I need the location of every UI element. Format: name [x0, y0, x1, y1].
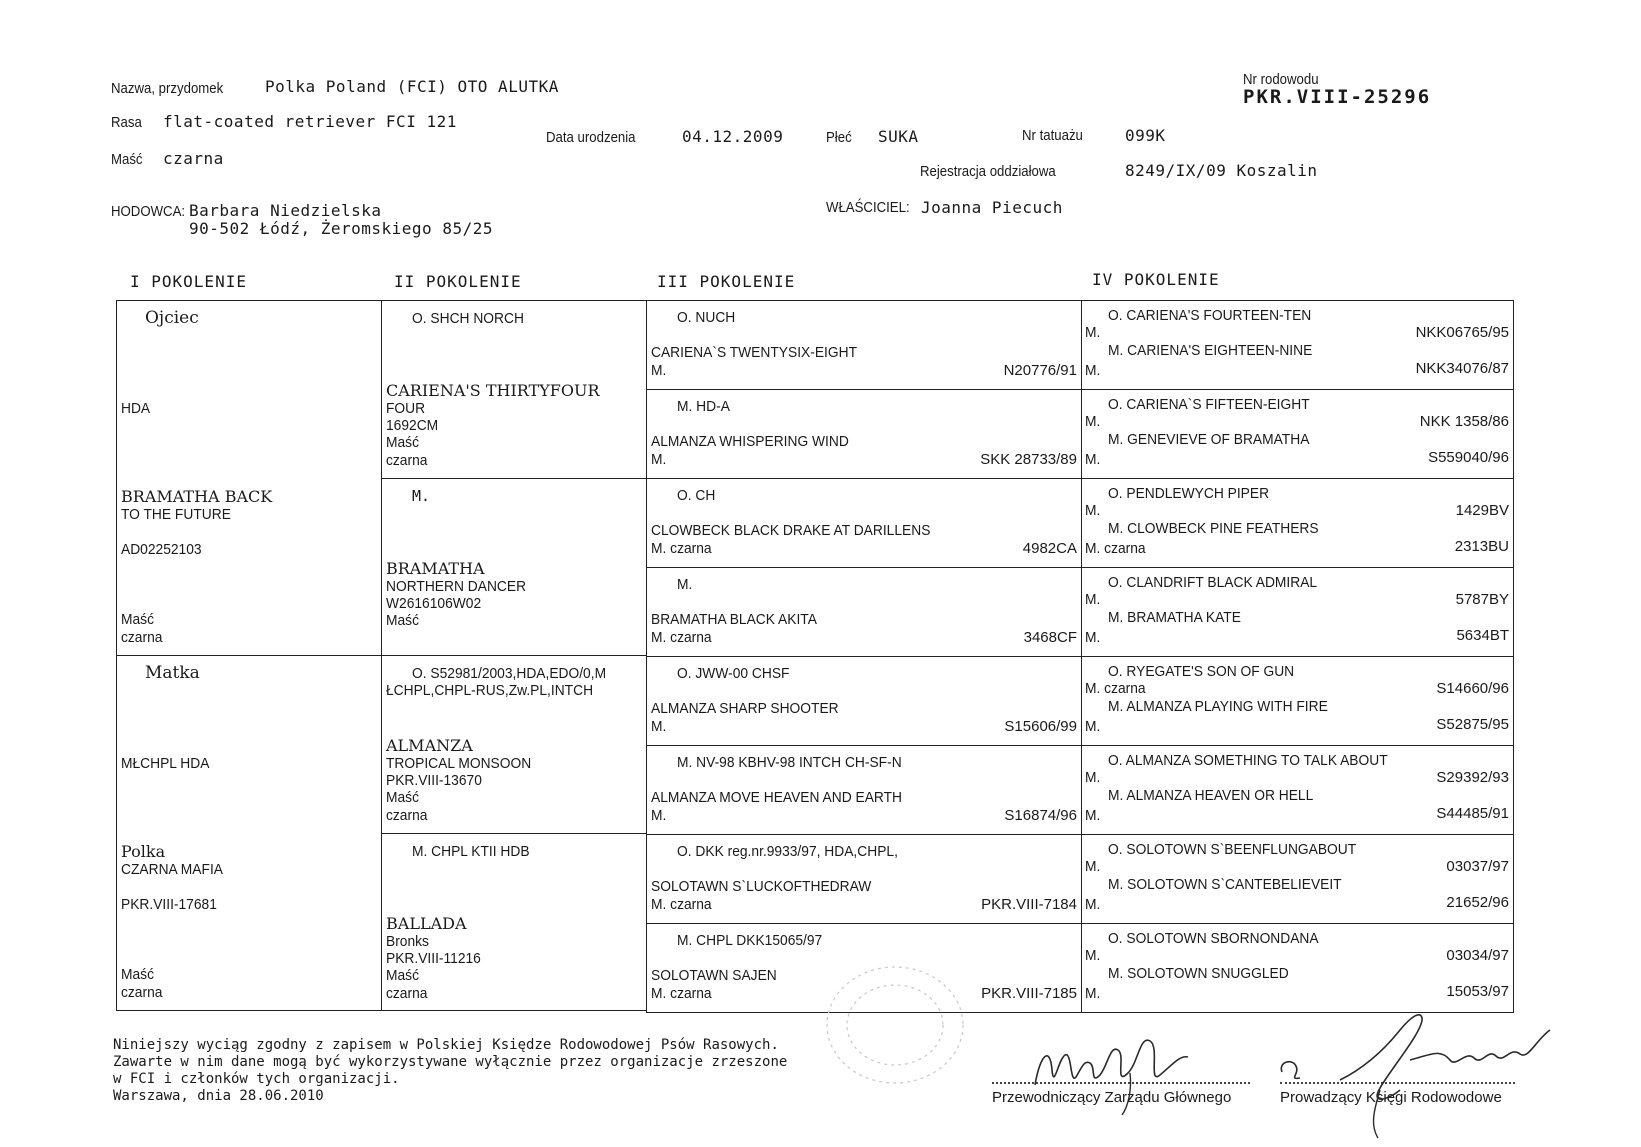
certification-line-1: Niniejszy wyciąg zgodny z zapisem w Polskiej Księdze Rodowodowej Psów Rasowych. — [113, 1037, 779, 1053]
registration-value: 8249/IX/09 Koszalin — [1125, 161, 1318, 180]
gen2-titles: O. SHCH NORCH — [412, 310, 524, 327]
gen4-dam-color: M. — [1085, 807, 1101, 824]
gen3-reg: 3468CF — [1023, 629, 1077, 646]
gen4-sire-color: M. czarna — [1085, 680, 1146, 697]
signature-1 — [1010, 1015, 1210, 1125]
gen4-dam-color: M. — [1085, 896, 1101, 913]
gen3-cell — [646, 300, 1082, 390]
gen2-name-1: BALLADA — [386, 914, 467, 933]
pedigree-table — [116, 300, 1514, 1011]
gen3-name: ALMANZA SHARP SHOOTER — [651, 700, 839, 717]
dog-name: Polka Poland (FCI) OTO ALUTKA — [265, 77, 559, 96]
gen4-sire-reg: 1429BV — [1455, 502, 1509, 519]
gen3-cell — [646, 389, 1082, 479]
gen4-dam-name: M. SOLOTOWN S`CANTEBELIEVEIT — [1108, 876, 1342, 893]
dam-name-2: CZARNA MAFIA — [121, 861, 223, 878]
name-label: Nazwa, przydomek — [111, 80, 224, 97]
gen4-dam-reg: S559040/96 — [1428, 449, 1509, 466]
gen4-sire-name: O. PENDLEWYCH PIPER — [1108, 485, 1270, 502]
gen3-color: M. czarna — [651, 629, 712, 646]
gen2-color-label: Maść — [386, 967, 419, 984]
gen4-cell — [1081, 745, 1514, 835]
gen4-sire-reg: S14660/96 — [1436, 680, 1509, 697]
gen4-dam-reg: 21652/96 — [1446, 894, 1509, 911]
gen3-name: SOLOTAWN S`LUCKOFTHEDRAW — [651, 878, 872, 895]
gen3-color: M. czarna — [651, 540, 712, 557]
gen2-name-1: ALMANZA — [386, 736, 473, 755]
gen3-name: CARIENA`S TWENTYSIX-EIGHT — [651, 344, 858, 361]
tattoo-value: 099K — [1125, 126, 1166, 145]
gen4-dam-name: M. CARIENA'S EIGHTEEN-NINE — [1108, 342, 1313, 359]
pedigree-number-value: PKR.VIII-25296 — [1243, 86, 1432, 108]
dam-role: Matka — [145, 663, 200, 683]
gen3-titles: O. DKK reg.nr.9933/97, HDA,CHPL, — [677, 843, 898, 860]
sex-value: SUKA — [878, 127, 919, 146]
gen3-color: M. — [651, 807, 667, 824]
generation-header-1: I POKOLENIE — [130, 272, 247, 291]
gen4-dam-name: M. SOLOTOWN SNUGGLED — [1108, 965, 1289, 982]
sire-name-1: BRAMATHA BACK — [121, 487, 273, 506]
breed-label: Rasa — [111, 114, 142, 131]
dam-name-1: Polka — [121, 842, 166, 861]
gen4-dam-color: M. czarna — [1085, 540, 1146, 557]
gen4-dam-name: M. CLOWBECK PINE FEATHERS — [1108, 520, 1319, 537]
gen3-cell — [646, 567, 1082, 657]
gen3-reg: 4982CA — [1022, 540, 1077, 557]
gen4-dam-color: M. — [1085, 718, 1101, 735]
gen2-color: czarna — [386, 985, 428, 1002]
gen3-titles: O. CH — [677, 487, 716, 504]
gen2-color: czarna — [386, 452, 428, 469]
gen4-cell — [1081, 567, 1514, 657]
gen4-dam-reg: NKK34076/87 — [1415, 360, 1509, 377]
gen4-sire-reg: 5787BY — [1455, 591, 1509, 608]
gen4-sire-color: M. — [1085, 502, 1101, 519]
gen4-sire-color: M. — [1085, 769, 1101, 786]
gen3-cell — [646, 834, 1082, 924]
gen4-sire-name: O. CLANDRIFT BLACK ADMIRAL — [1108, 574, 1318, 591]
gen4-dam-name: M. ALMANZA PLAYING WITH FIRE — [1108, 698, 1328, 715]
certification-line-2: Zawarte w nim dane mogą być wykorzystywane wyłącznie przez organizacje zrzeszone — [113, 1054, 788, 1070]
issue-place-date: Warszawa, dnia 28.06.2010 — [113, 1088, 324, 1104]
gen2-color-label: Maść — [386, 789, 419, 806]
gen4-sire-reg: NKK06765/95 — [1415, 324, 1509, 341]
gen2-cell-4 — [381, 833, 647, 1011]
gen2-reg: W2616106W02 — [386, 595, 482, 612]
gen4-sire-name: O. CARIENA`S FIFTEEN-EIGHT — [1108, 396, 1310, 413]
dam-titles: MŁCHPL HDA — [121, 755, 210, 772]
birthdate-label: Data urodzenia — [546, 129, 636, 146]
gen2-cell-3 — [381, 655, 647, 834]
gen4-dam-color: M. — [1085, 985, 1101, 1002]
gen2-name-2: TROPICAL MONSOON — [386, 755, 532, 772]
gen3-reg: S15606/99 — [1004, 718, 1077, 735]
sire-color-label: Maść — [121, 611, 154, 628]
gen3-reg: SKK 28733/89 — [980, 451, 1077, 468]
gen4-dam-name: M. BRAMATHA KATE — [1108, 609, 1241, 626]
gen2-name-1: BRAMATHA — [386, 559, 485, 578]
generation-header-3: III POKOLENIE — [657, 272, 796, 291]
dam-reg: PKR.VIII-17681 — [121, 896, 217, 913]
gen4-dam-reg: S44485/91 — [1436, 805, 1509, 822]
certification-text — [113, 1037, 787, 1105]
gen3-name: ALMANZA MOVE HEAVEN AND EARTH — [651, 789, 903, 806]
gen4-sire-reg: NKK 1358/86 — [1419, 413, 1509, 430]
gen4-dam-name: M. GENEVIEVE OF BRAMATHA — [1108, 431, 1310, 448]
breeder-name: Barbara Niedzielska — [189, 201, 382, 220]
gen2-name-1: CARIENA'S THIRTYFOUR — [386, 381, 600, 400]
gen3-titles: M. — [677, 576, 693, 593]
gen4-sire-color: M. — [1085, 591, 1101, 608]
gen3-name: CLOWBECK BLACK DRAKE AT DARILLENS — [651, 522, 931, 539]
breeder-address: 90-502 Łódź, Żeromskiego 85/25 — [189, 219, 493, 238]
gen4-dam-reg: 2313BU — [1454, 538, 1509, 555]
gen4-dam-name: M. ALMANZA HEAVEN OR HELL — [1108, 787, 1314, 804]
gen4-sire-color: M. — [1085, 413, 1101, 430]
gen4-dam-reg: 15053/97 — [1446, 983, 1509, 1000]
birthdate-value: 04.12.2009 — [682, 127, 784, 146]
gen3-reg: PKR.VIII-7184 — [981, 896, 1077, 913]
gen2-color-label: Maść — [386, 612, 419, 629]
gen4-sire-name: O. RYEGATE'S SON OF GUN — [1108, 663, 1295, 680]
gen4-sire-name: O. CARIENA'S FOURTEEN-TEN — [1108, 307, 1312, 324]
gen3-titles: M. CHPL DKK15065/97 — [677, 932, 823, 949]
faint-stamp — [820, 960, 970, 1090]
owner-value: Joanna Piecuch — [921, 198, 1063, 217]
gen3-name: SOLOTAWN SAJEN — [651, 967, 777, 984]
gen2-name-2: NORTHERN DANCER — [386, 578, 527, 595]
gen2-reg: 1692CM — [386, 417, 439, 434]
signature-2 — [1270, 1000, 1570, 1145]
sex-label: Płeć — [826, 129, 852, 146]
color-label: Maść — [111, 151, 143, 168]
gen3-reg: N20776/91 — [1003, 362, 1077, 379]
gen3-color: M. — [651, 718, 667, 735]
gen4-cell — [1081, 300, 1514, 390]
tattoo-label: Nr tatuażu — [1022, 127, 1083, 144]
signature-label-1: Przewodniczący Zarządu Głównego — [992, 1089, 1232, 1106]
gen3-cell — [646, 478, 1082, 568]
gen3-name: ALMANZA WHISPERING WIND — [651, 433, 849, 450]
sire-titles: HDA — [121, 400, 151, 417]
gen2-titles: O. S52981/2003,HDA,EDO/0,M — [412, 665, 607, 682]
gen4-dam-color: M. — [1085, 362, 1101, 379]
gen4-sire-reg: 03034/97 — [1446, 947, 1509, 964]
gen4-sire-name: O. ALMANZA SOMETHING TO TALK ABOUT — [1108, 752, 1388, 769]
gen2-cell-1 — [381, 300, 647, 479]
gen2-color: czarna — [386, 807, 428, 824]
generation-header-2: II POKOLENIE — [394, 272, 522, 291]
owner-label: WŁAŚCICIEL: — [826, 199, 910, 216]
sire-cell — [116, 300, 382, 656]
sire-role: Ojciec — [145, 308, 199, 328]
gen3-name: BRAMATHA BLACK AKITA — [651, 611, 817, 628]
gen2-name-2: FOUR — [386, 400, 426, 417]
gen2-reg: PKR.VIII-11216 — [386, 950, 481, 967]
gen4-sire-name: O. SOLOTOWN SBORNONDANA — [1108, 930, 1319, 947]
gen4-cell — [1081, 478, 1514, 568]
gen4-dam-reg: S52875/95 — [1436, 716, 1509, 733]
sire-reg: AD02252103 — [121, 541, 202, 558]
gen2-color-label: Maść — [386, 434, 419, 451]
gen3-titles: O. JWW-00 CHSF — [677, 665, 790, 682]
sire-name-2: TO THE FUTURE — [121, 506, 231, 523]
breeder-label: HODOWCA: — [111, 203, 186, 220]
gen4-sire-name: O. SOLOTOWN S`BEENFLUNGABOUT — [1108, 841, 1357, 858]
gen3-reg: PKR.VIII-7185 — [981, 985, 1077, 1002]
gen4-sire-color: M. — [1085, 947, 1101, 964]
dam-color-label: Maść — [121, 966, 154, 983]
sire-color: czarna — [121, 629, 163, 646]
gen4-sire-color: M. — [1085, 324, 1101, 341]
generation-header-4: IV POKOLENIE — [1092, 270, 1220, 289]
gen2-titles: M. CHPL KTII HDB — [412, 843, 530, 860]
gen3-titles: M. NV-98 KBHV-98 INTCH CH-SF-N — [677, 754, 902, 771]
gen3-cell — [646, 745, 1082, 835]
gen4-dam-color: M. — [1085, 629, 1101, 646]
breed-value: flat-coated retriever FCI 121 — [163, 112, 457, 131]
gen3-cell — [646, 656, 1082, 746]
gen2-name-2: Bronks — [386, 933, 429, 950]
gen3-color: M. czarna — [651, 985, 712, 1002]
gen4-cell — [1081, 834, 1514, 924]
gen2-reg: PKR.VIII-13670 — [386, 772, 482, 789]
gen4-sire-reg: S29392/93 — [1436, 769, 1509, 786]
gen3-color: M. czarna — [651, 896, 712, 913]
color-value: czarna — [163, 149, 224, 168]
dam-color: czarna — [121, 984, 163, 1001]
gen4-cell — [1081, 389, 1514, 479]
gen3-color: M. — [651, 362, 667, 379]
gen4-sire-reg: 03037/97 — [1446, 858, 1509, 875]
pedigree-number-label: Nr rodowodu — [1243, 71, 1319, 88]
registration-label: Rejestracja oddziałowa — [920, 163, 1056, 180]
gen2-titles: M. — [412, 487, 431, 505]
gen4-sire-color: M. — [1085, 858, 1101, 875]
gen3-color: M. — [651, 451, 667, 468]
dam-cell — [116, 655, 382, 1011]
gen2-cell-2 — [381, 478, 647, 656]
gen3-titles: O. NUCH — [677, 309, 736, 326]
gen3-reg: S16874/96 — [1004, 807, 1077, 824]
gen3-titles: M. HD-A — [677, 398, 730, 415]
gen2-titles-2: ŁCHPL,CHPL-RUS,Zw.PL,INTCH — [386, 682, 594, 699]
signature-label-2: Prowadzący Księgi Rodowodowe — [1280, 1089, 1502, 1106]
certification-line-3: w FCI i członków tych organizacji. — [113, 1071, 400, 1087]
gen4-dam-reg: 5634BT — [1456, 627, 1509, 644]
gen4-cell — [1081, 656, 1514, 746]
gen4-dam-color: M. — [1085, 451, 1101, 468]
